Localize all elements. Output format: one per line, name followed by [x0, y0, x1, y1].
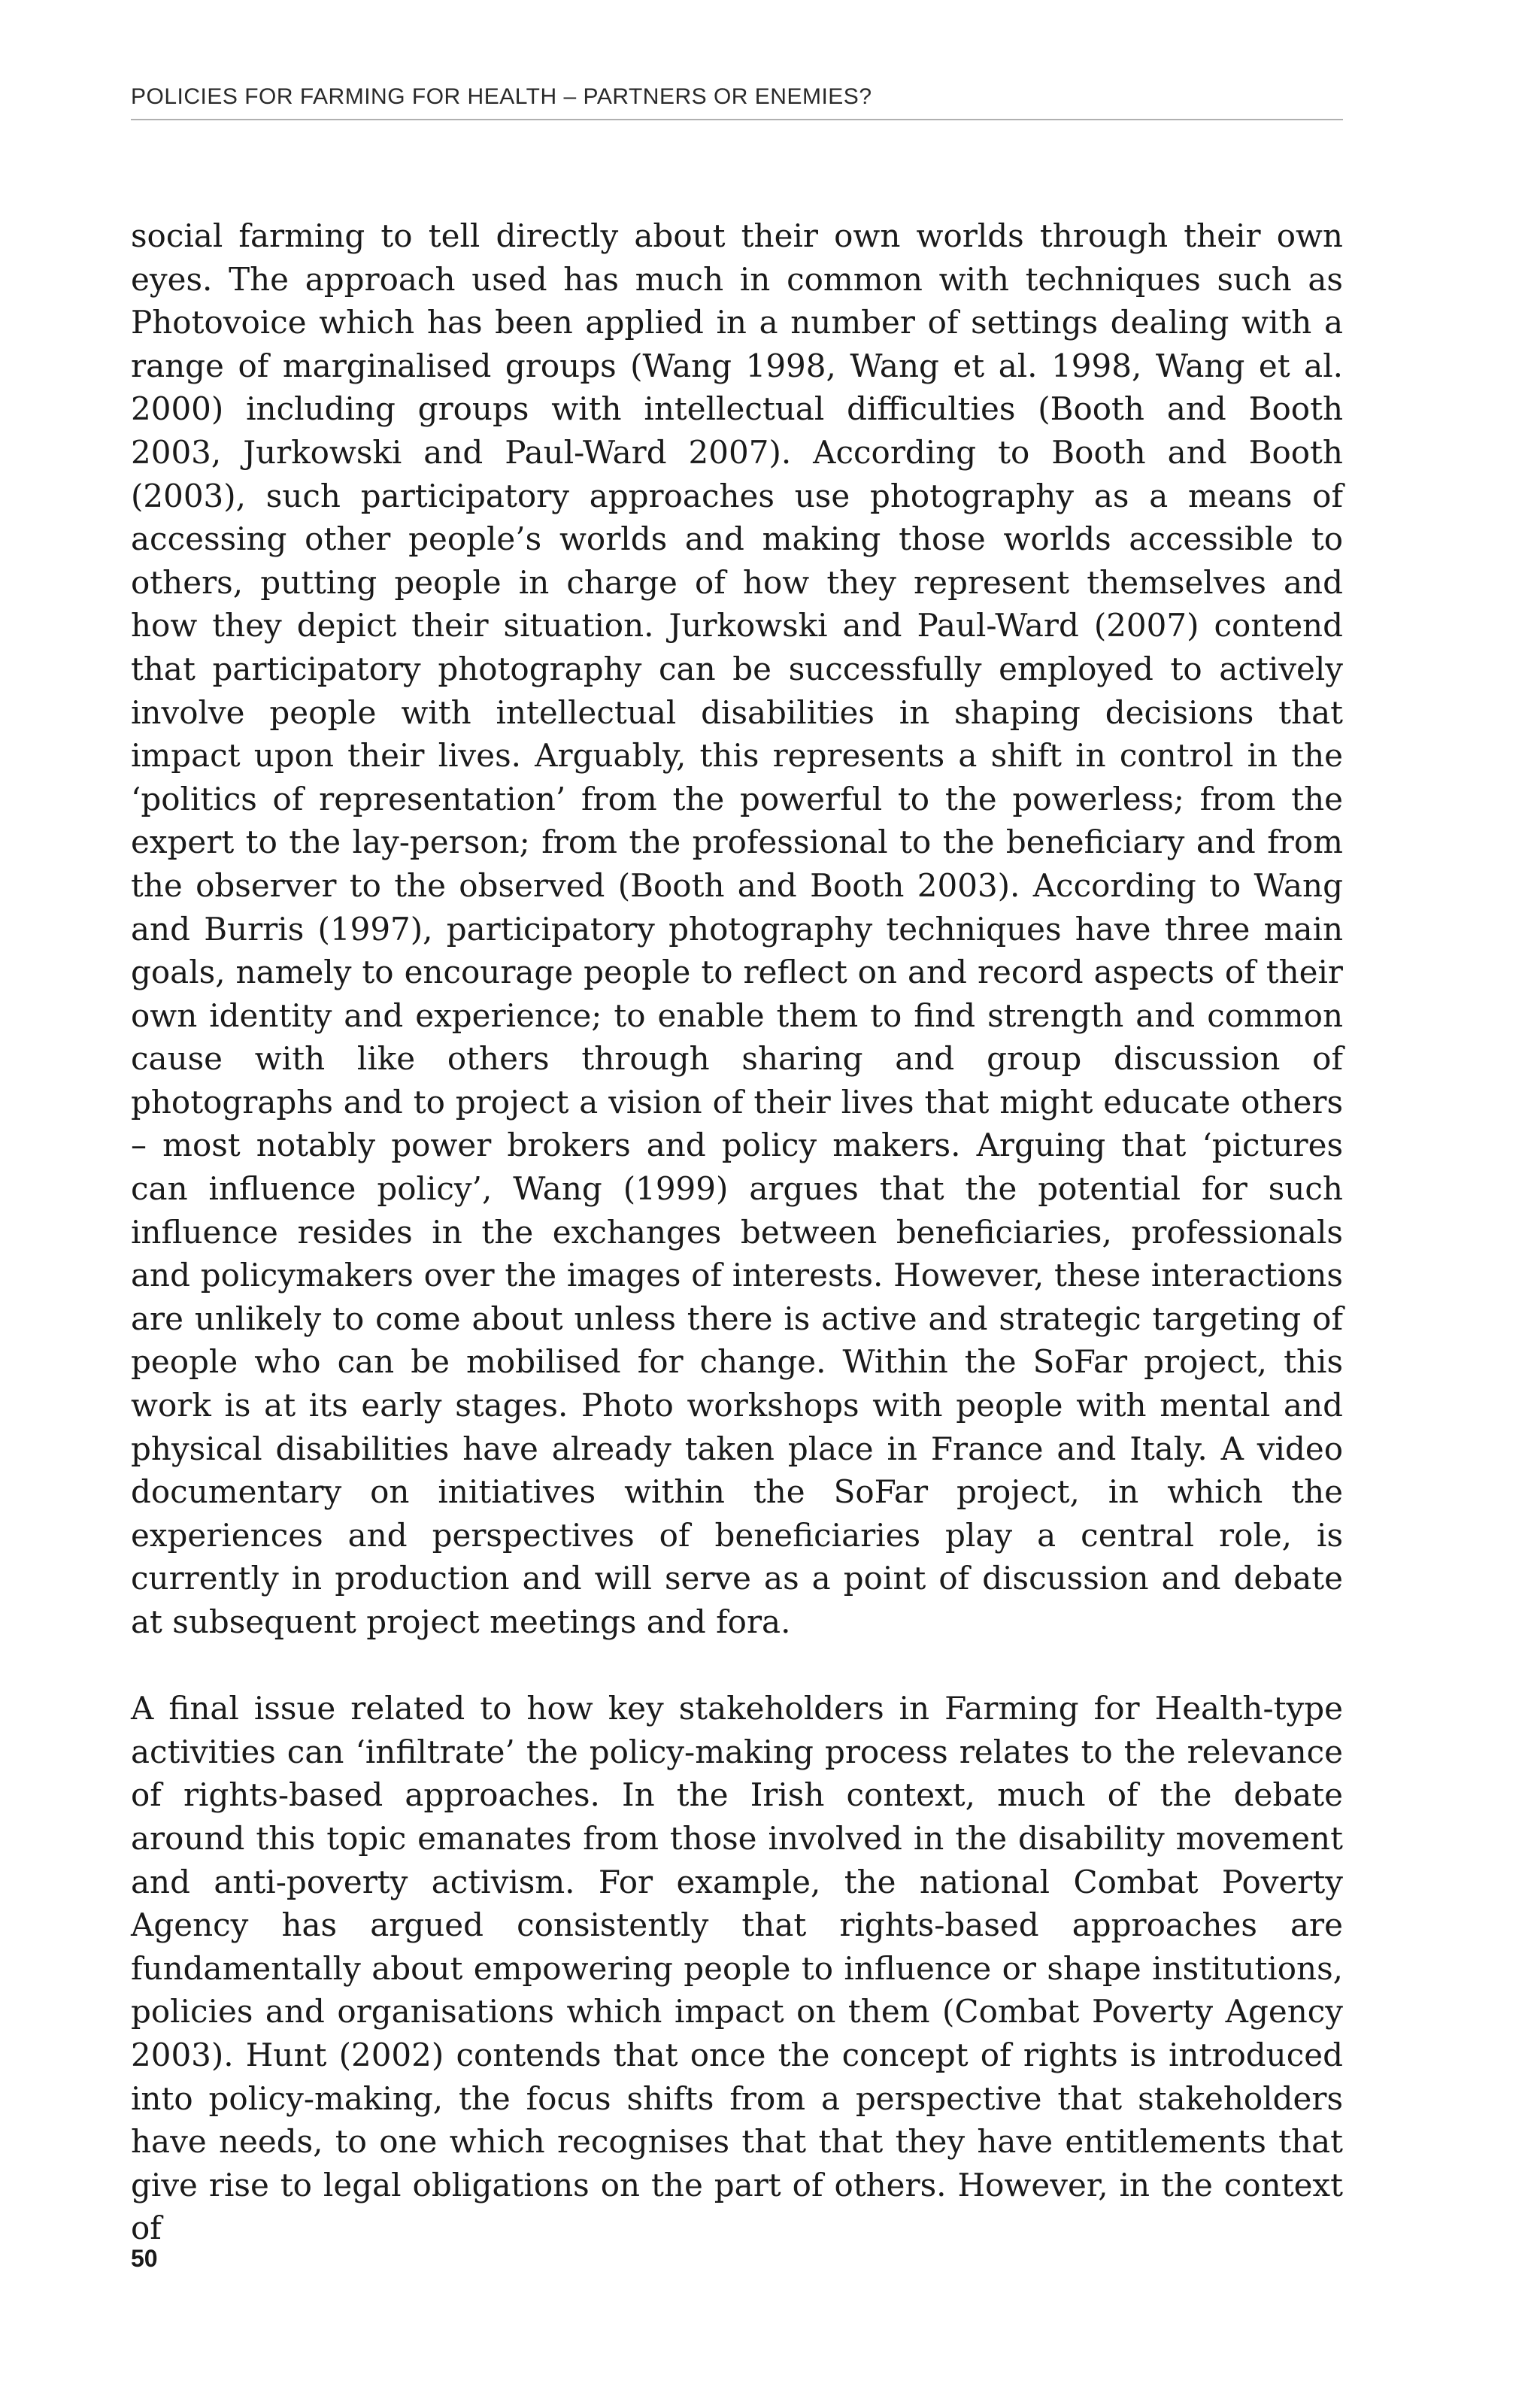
paragraph-rights-based: A final issue related to how key stakeholders in Farming for Health-type activities can ‘infiltrate’ the policy-making process relates to the relevance of rights-based approaches. In the Irish context, much of the debate around this topic emanates from those involved in the disability movement and anti-poverty activism. For example, the national Combat Poverty Agency has argued consistently that rights-based approaches are fundamentally about empowering people to influence or shape institutions, policies and organisations which impact on them (Combat Poverty Agency 2003). Hunt (2002) contends that once the concept of rights is introduced into policy-making, the focus shifts from a perspective that stakeholders have needs, to one which recognises that that they have entitlements that give rise to legal obligations on the part of others. However, in the context of: [131, 1690, 1343, 2247]
header-divider: [131, 119, 1343, 120]
paragraph-photovoice: social farming to tell directly about their own worlds through their own eyes. The approach used has much in common with techniques such as Photovoice which has been applied in a number of settings dealing with a range of marginalised groups (Wang 1998, Wang et al. 1998, Wang et al. 2000) including groups with intellectual difficulties (Booth and Booth 2003, Jurkowski and Paul-Ward 2007). According to Booth and Booth (2003), such participatory approaches use photography as a means of accessing other people’s worlds and making those worlds accessible to others, putting people in charge of how they represent themselves and how they depict their situation. Jurkowski and Paul-Ward (2007) contend that participatory photography can be successfully employed to actively involve people with intellectual disabilities in shaping decisions that impact upon their lives. Arguably, this represents a shift in control in the ‘politics of representation’ from the powerful to the powerless; from the expert to the lay-person; from the professional to the beneficiary and from the observer to the observed (Booth and Booth 2003). According to Wang and Burris (1997), participatory photography techniques have three main goals, namely to encourage people to reflect on and record aspects of their own identity and experience; to enable them to find strength and common cause with like others through sharing and group discussion of photographs and to project a vision of their lives that might educate others – most notably power brokers and policy makers. Arguing that ‘pictures can influence policy’, Wang (1999) argues that the potential for such influence resides in the exchanges between beneficiaries, professionals and policymakers over the images of interests. However, these interactions are unlikely to come about unless there is active and strategic targeting of people who can be mobilised for change. Within the SoFar project, this work is at its early stages. Photo workshops with people with mental and physical disabilities have already taken place in France and Italy. A video documentary on initiatives within the SoFar project, in which the experiences and perspectives of beneficiaries play a central role, is currently in production and will serve as a point of discussion and debate at subsequent project meetings and fora.: [131, 217, 1343, 1640]
body-text: [131, 214, 1343, 2250]
page-number: 50: [131, 2245, 158, 2272]
running-header: POLICIES FOR FARMING FOR HEALTH – PARTNERS OR ENEMIES?: [131, 84, 872, 109]
